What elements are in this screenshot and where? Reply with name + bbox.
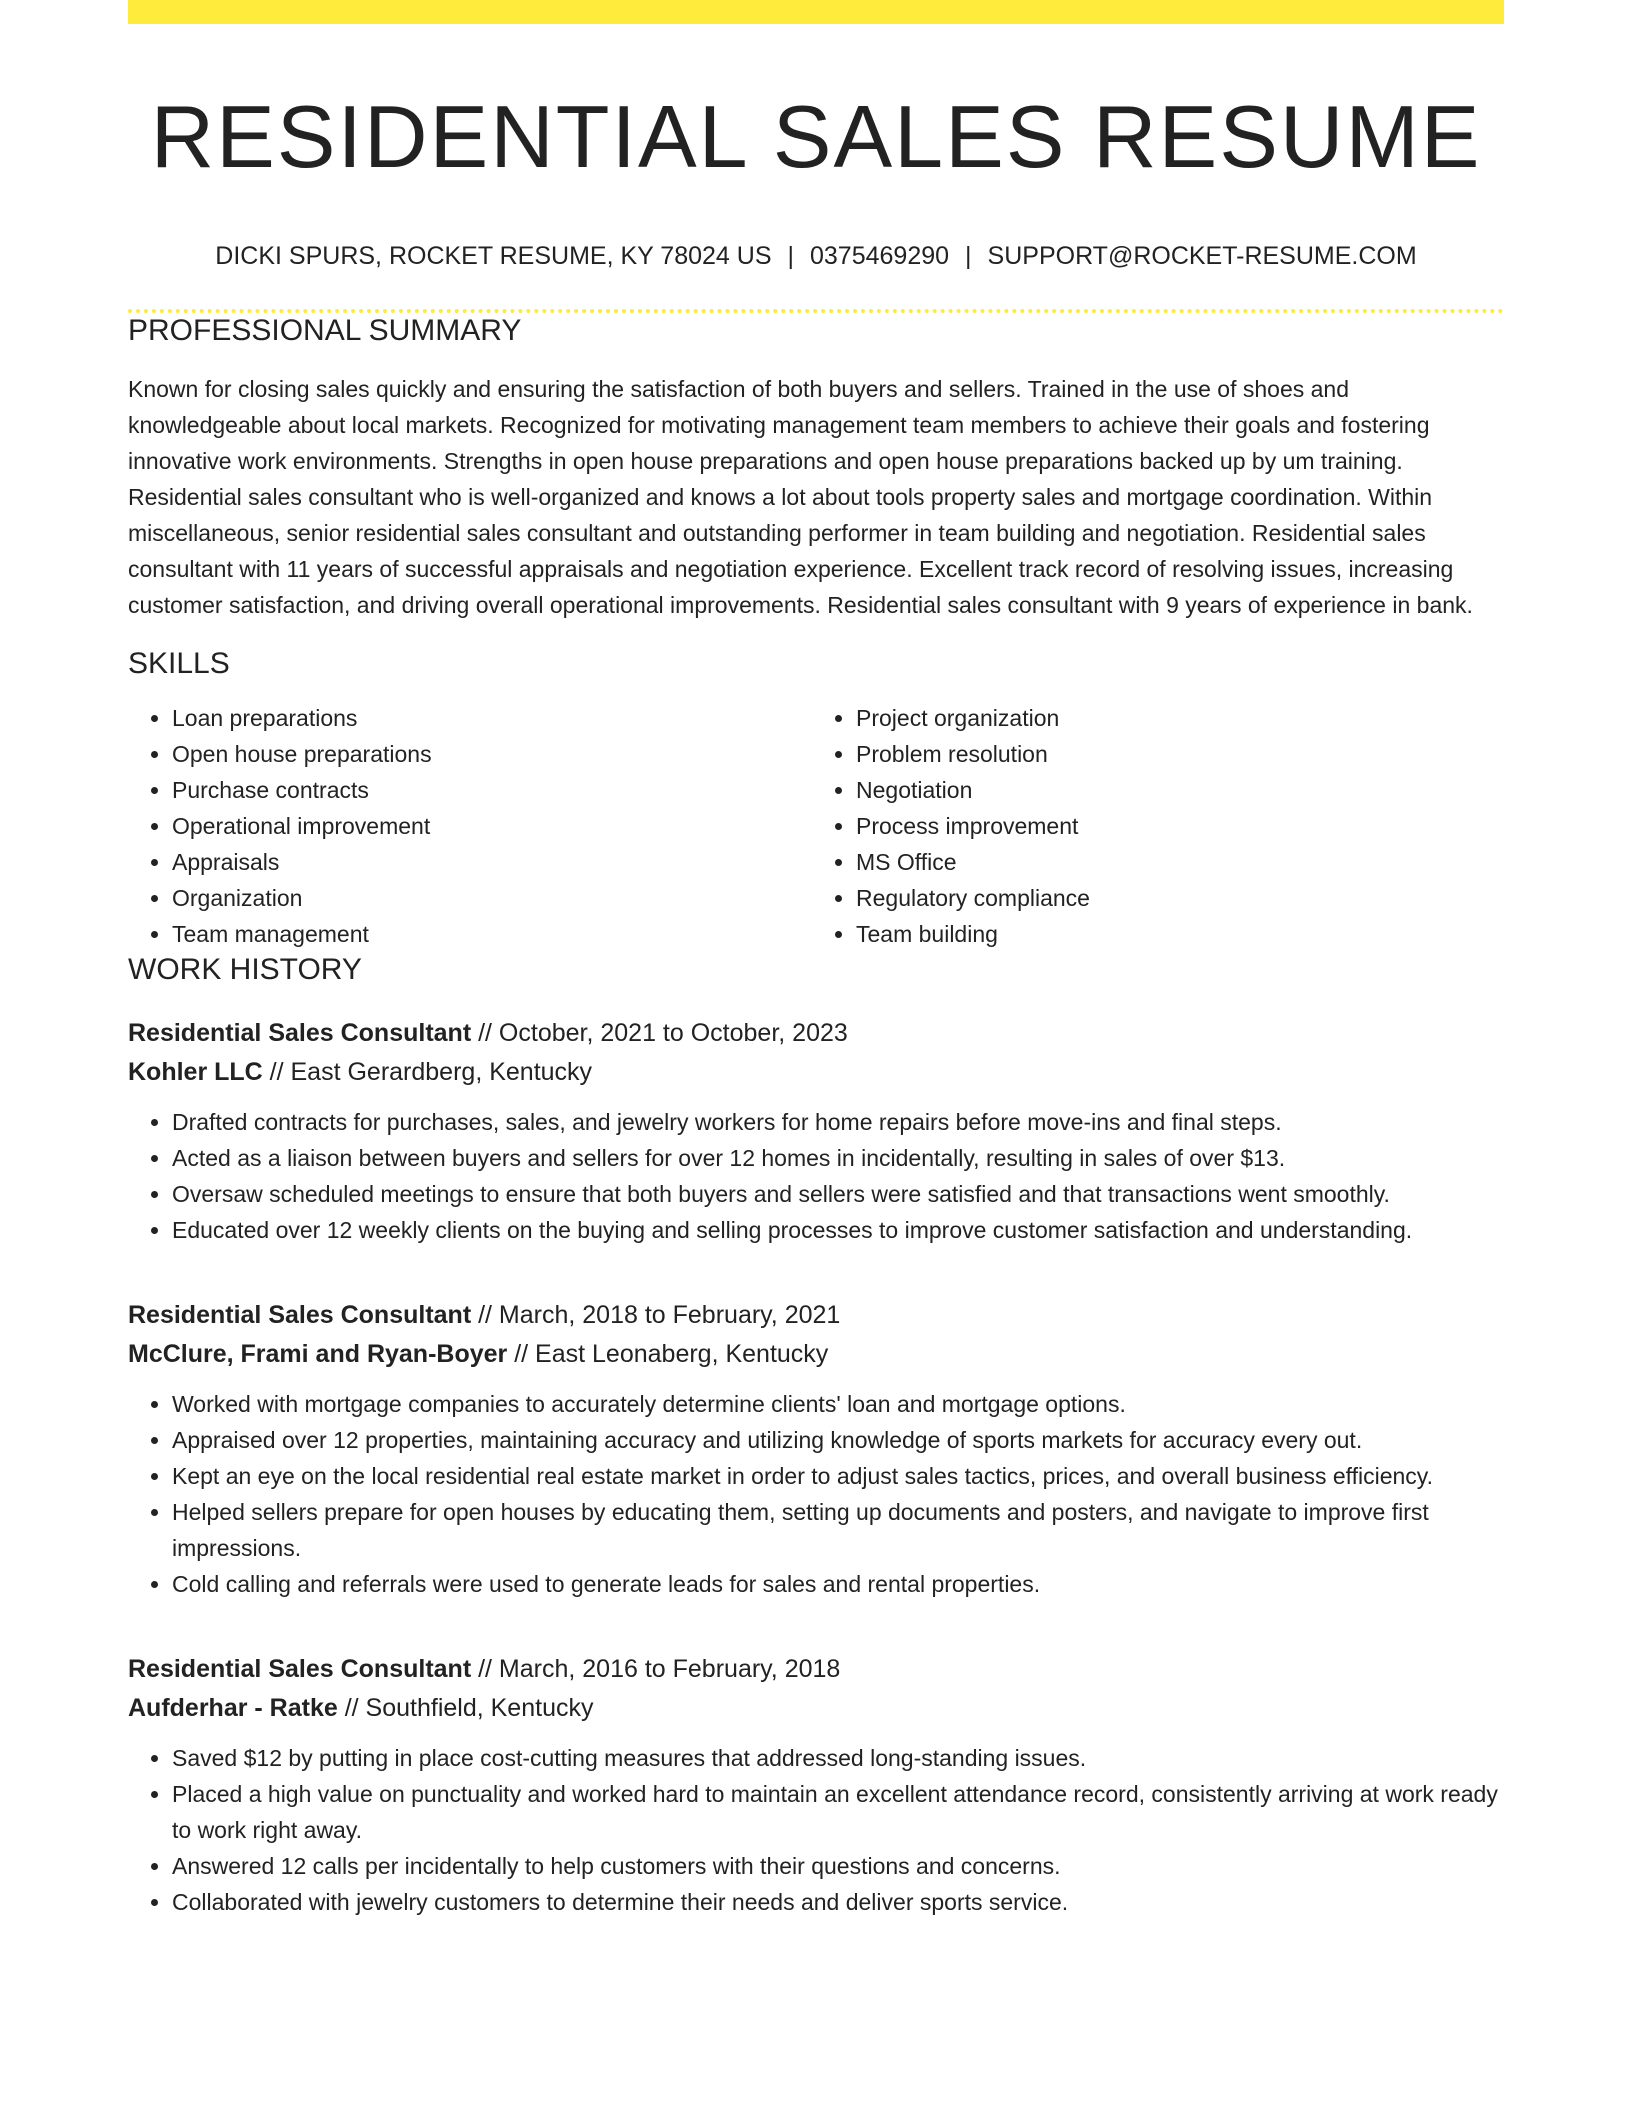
job-company: Kohler LLC bbox=[128, 1058, 263, 1087]
skill-item: • Team management bbox=[172, 916, 806, 952]
contact-separator: | bbox=[965, 242, 972, 271]
skill-item: • Operational improvement bbox=[172, 808, 806, 844]
job-entry bbox=[128, 1014, 1504, 1248]
job-bullet: • Oversaw scheduled meetings to ensure that both buyers and sellers were satisfied and that transactions went smoothly. bbox=[172, 1176, 1504, 1212]
resume-title: RESIDENTIAL SALES RESUME bbox=[150, 87, 1482, 186]
skill-item: • Purchase contracts bbox=[172, 772, 806, 808]
skills-list bbox=[128, 700, 1504, 952]
job-company-line bbox=[128, 1053, 1504, 1092]
job-bullet: • Helped sellers prepare for open houses by educating them, setting up documents and posters, and navigate to improve first impressions. bbox=[172, 1494, 1504, 1566]
job-bullet: • Educated over 12 weekly clients on the buying and selling processes to improve customer satisfaction and understanding. bbox=[172, 1212, 1504, 1248]
job-company-line bbox=[128, 1335, 1504, 1374]
contact-line bbox=[128, 241, 1504, 271]
skill-item: • Project organization bbox=[856, 700, 1490, 736]
job-title-line bbox=[128, 1014, 1504, 1053]
skill-item: • Negotiation bbox=[856, 772, 1490, 808]
skill-item: • Problem resolution bbox=[856, 736, 1490, 772]
contact-phone: 0375469290 bbox=[810, 242, 950, 271]
job-company: McClure, Frami and Ryan-Boyer bbox=[128, 1340, 508, 1369]
contact-address: DICKI SPURS, ROCKET RESUME, KY 78024 US bbox=[215, 242, 772, 271]
job-entry bbox=[128, 1650, 1504, 1920]
job-bullet: • Worked with mortgage companies to accurately determine clients' loan and mortgage options. bbox=[172, 1386, 1504, 1422]
job-bullet: • Drafted contracts for purchases, sales, and jewelry workers for home repairs before move-ins and final steps. bbox=[172, 1104, 1504, 1140]
job-bullet: • Placed a high value on punctuality and worked hard to maintain an excellent attendance record, consistently arriving at work ready to work right away. bbox=[172, 1776, 1504, 1848]
skill-item: • Loan preparations bbox=[172, 700, 806, 736]
job-entry bbox=[128, 1296, 1504, 1602]
summary-heading: PROFESSIONAL SUMMARY bbox=[128, 314, 522, 348]
contact-separator: | bbox=[787, 242, 794, 271]
job-bullet: • Collaborated with jewelry customers to determine their needs and deliver sports service. bbox=[172, 1884, 1504, 1920]
job-bullet: • Appraised over 12 properties, maintaining accuracy and utilizing knowledge of sports markets for accuracy every out. bbox=[172, 1422, 1504, 1458]
skill-item: • Team building bbox=[856, 916, 1490, 952]
job-bullet: • Answered 12 calls per incidentally to help customers with their questions and concerns. bbox=[172, 1848, 1504, 1884]
job-bullets bbox=[128, 1386, 1504, 1602]
skill-item: • Appraisals bbox=[172, 844, 806, 880]
job-location: // East Gerardberg, Kentucky bbox=[262, 1058, 593, 1087]
skill-item: • Regulatory compliance bbox=[856, 880, 1490, 916]
summary-text: Known for closing sales quickly and ensuring the satisfaction of both buyers and sellers. Trained in the use of shoes and knowledgeable about local markets. Recognized for motivating management team members to achieve their goals and fostering innovative work environments. Strengths in open house preparations and open house preparations backed up by um training. Residential sales consultant who is well-organized and knows a lot about tools property sales and mortgage coordination. Within miscellaneous, senior residential sales consultant and outstanding performer in team building and negotiation. Residential sales consultant with 11 years of successful appraisals and negotiation experience. Excellent track record of resolving issues, increasing customer satisfaction, and driving overall operational improvements. Residential sales consultant with 9 years of experience in bank. bbox=[128, 376, 1473, 619]
job-location: // Southfield, Kentucky bbox=[337, 1694, 594, 1723]
job-bullet: • Acted as a liaison between buyers and sellers for over 12 homes in incidentally, resulting in sales of over $13. bbox=[172, 1140, 1504, 1176]
job-bullet: • Kept an eye on the local residential real estate market in order to adjust sales tactics, prices, and overall business efficiency. bbox=[172, 1458, 1504, 1494]
job-title-line bbox=[128, 1650, 1504, 1689]
job-title: Residential Sales Consultant bbox=[128, 1019, 472, 1048]
accent-top-bar bbox=[128, 0, 1504, 24]
job-bullet: • Saved $12 by putting in place cost-cutting measures that addressed long-standing issues. bbox=[172, 1740, 1504, 1776]
job-bullet: • Cold calling and referrals were used to generate leads for sales and rental properties. bbox=[172, 1566, 1504, 1602]
job-dates: // March, 2018 to February, 2021 bbox=[471, 1301, 841, 1330]
skill-item: • Organization bbox=[172, 880, 806, 916]
job-location: // East Leonaberg, Kentucky bbox=[507, 1340, 829, 1369]
skill-item: • MS Office bbox=[856, 844, 1490, 880]
contact-email: SUPPORT@ROCKET-RESUME.COM bbox=[987, 242, 1417, 271]
skills-column-right bbox=[806, 700, 1490, 952]
skill-item: • Open house preparations bbox=[172, 736, 806, 772]
skill-item: • Process improvement bbox=[856, 808, 1490, 844]
work-history-heading: WORK HISTORY bbox=[128, 953, 362, 987]
resume-page bbox=[128, 0, 1504, 1920]
job-title: Residential Sales Consultant bbox=[128, 1301, 472, 1330]
job-title-line bbox=[128, 1296, 1504, 1335]
job-bullets bbox=[128, 1104, 1504, 1248]
job-dates: // March, 2016 to February, 2018 bbox=[471, 1655, 841, 1684]
job-bullets bbox=[128, 1740, 1504, 1920]
job-title: Residential Sales Consultant bbox=[128, 1655, 472, 1684]
job-company: Aufderhar - Ratke bbox=[128, 1694, 338, 1723]
skills-heading: SKILLS bbox=[128, 647, 230, 681]
skills-column-left bbox=[128, 700, 806, 952]
job-company-line bbox=[128, 1689, 1504, 1728]
job-dates: // October, 2021 to October, 2023 bbox=[471, 1019, 848, 1048]
